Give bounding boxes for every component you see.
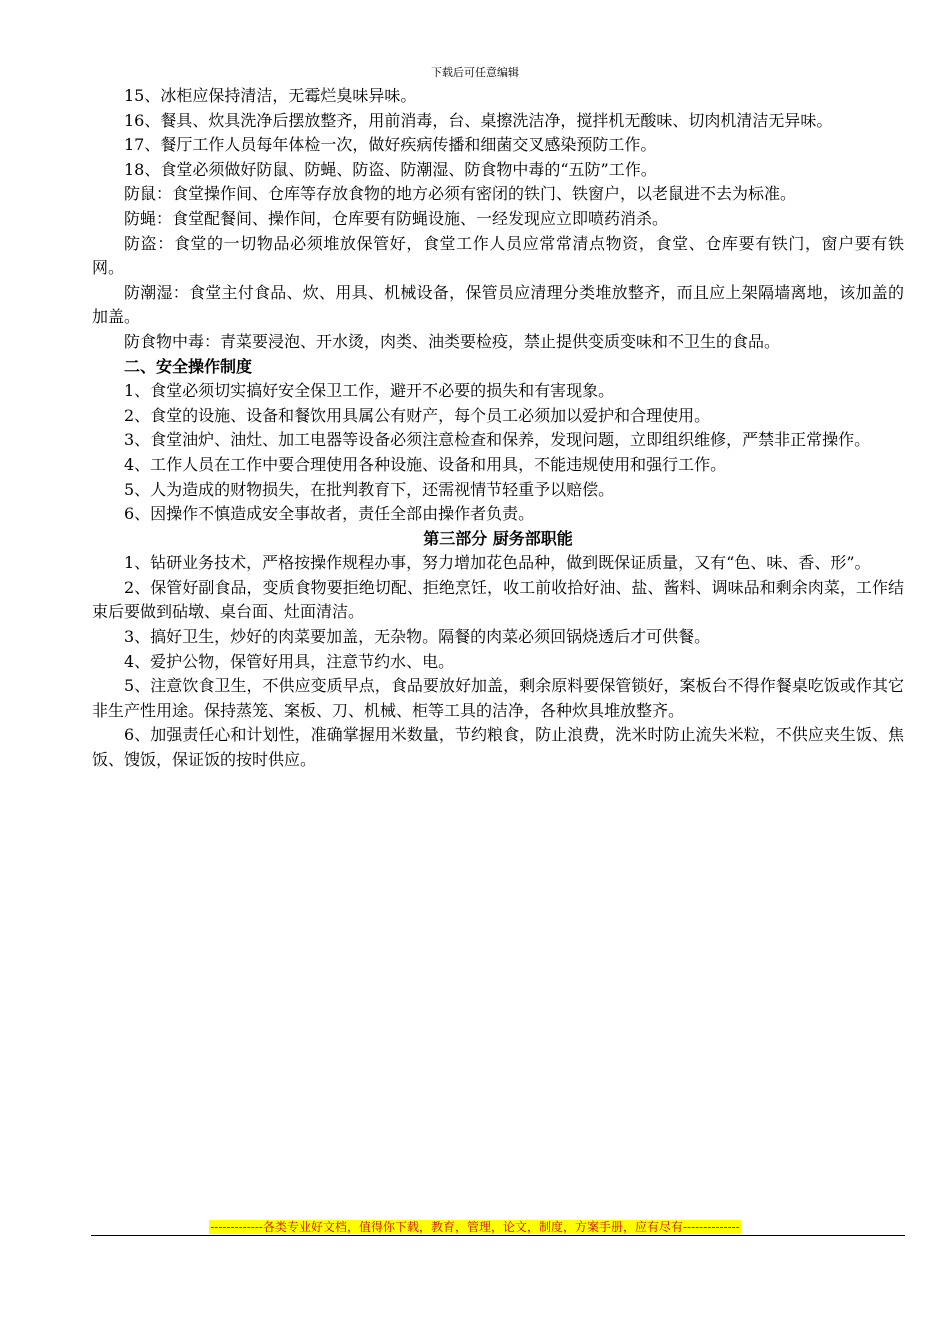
paragraph: 防鼠：食堂操作间、仓库等存放食物的地方必须有密闭的铁门、铁窗户，以老鼠进不去为标准。 [124, 184, 797, 204]
paragraph: 防食物中毒：青菜要浸泡、开水烫，肉类、油类要检疫，禁止提供变质变味和不卫生的食品。 [124, 331, 781, 351]
footer-banner [0, 1216, 950, 1235]
part-title: 第三部分 厨务部职能 [423, 528, 573, 548]
paragraph: 16、餐具、炊具洗净后摆放整齐，用前消毒，台、桌擦洗洁净，搅拌机无酸味、切肉机清洁无异味。 [124, 110, 833, 130]
paragraph: 5、人为造成的财物损失，在批判教育下，还需视情节轻重予以赔偿。 [124, 479, 615, 499]
paragraph: 5、注意饮食卫生，不供应变质早点，食品要放好加盖，剩余原料要保管锁好，案板台不得作餐桌吃饭或作其它非生产性用途。保持蒸笼、案板、刀、机械、柜等工具的洁净，各种炊具堆放整齐。 [92, 676, 904, 720]
paragraph: 17、餐厅工作人员每年体检一次，做好疾病传播和细菌交叉感染预防工作。 [124, 135, 657, 155]
paragraph: 15、冰柜应保持清洁，无霉烂臭味异味。 [124, 86, 417, 105]
paragraph: 2、保管好副食品，变质食物要拒绝切配、拒绝烹饪，收工前收拾好油、盐、酱料、调味品和剩余肉菜，工作结束后要做到砧墩、桌台面、灶面清洁。 [92, 577, 904, 622]
paragraph: 2、食堂的设施、设备和餐饮用具属公有财产，每个员工必须加以爱护和合理使用。 [124, 405, 711, 425]
paragraph: 3、搞好卫生，炒好的肉菜要加盖，无杂物。隔餐的肉菜必须回锅烧透后才可供餐。 [124, 627, 711, 647]
document-body [92, 84, 904, 773]
page-header-note: 下载后可任意编辑 [431, 66, 519, 79]
paragraph: 3、食堂油炉、油灶、加工电器等设备必须注意检查和保养，发现问题，立即组织维修，严禁非正常操作。 [124, 430, 871, 450]
paragraph: 6、加强责任心和计划性，准确掌握用米数量，节约粮食，防止浪费，洗米时防止流失米粒，不供应夹生饭、焦饭、馊饭，保证饭的按时供应。 [92, 725, 904, 770]
footer-banner-text: -------------各类专业好文档，值得你下载，教育，管理，论文，制度，方案手册，应有尽有-------------- [210, 1220, 740, 1234]
section-heading: 二、安全操作制度 [124, 356, 253, 376]
paragraph: 18、食堂必须做好防鼠、防蝇、防盗、防潮湿、防食物中毒的“五防”工作。 [124, 159, 657, 179]
paragraph: 4、工作人员在工作中要合理使用各种设施、设备和用具，不能违规使用和强行工作。 [124, 454, 727, 474]
footer-divider [91, 1235, 905, 1236]
paragraph: 1、食堂必须切实搞好安全保卫工作，避开不必要的损失和有害现象。 [124, 381, 615, 401]
paragraph: 4、爱护公物，保管好用具，注意节约水、电。 [124, 651, 455, 671]
paragraph: 防盗：食堂的一切物品必须堆放保管好，食堂工作人员应常常清点物资，食堂、仓库要有铁门，窗户要有铁网。 [92, 233, 904, 278]
paragraph: 6、因操作不慎造成安全事故者，责任全部由操作者负责。 [124, 504, 535, 524]
paragraph: 防潮湿：食堂主付食品、炊、用具、机械设备，保管员应清理分类堆放整齐，而且应上架隔墙离地，该加盖的加盖。 [92, 282, 904, 327]
paragraph: 防蝇：食堂配餐间、操作间，仓库要有防蝇设施、一经发现应立即喷药消杀。 [124, 208, 669, 228]
paragraph: 1、钻研业务技术，严格按操作规程办事，努力增加花色品种，做到既保证质量，又有“色、味、香、形”。 [124, 553, 871, 573]
